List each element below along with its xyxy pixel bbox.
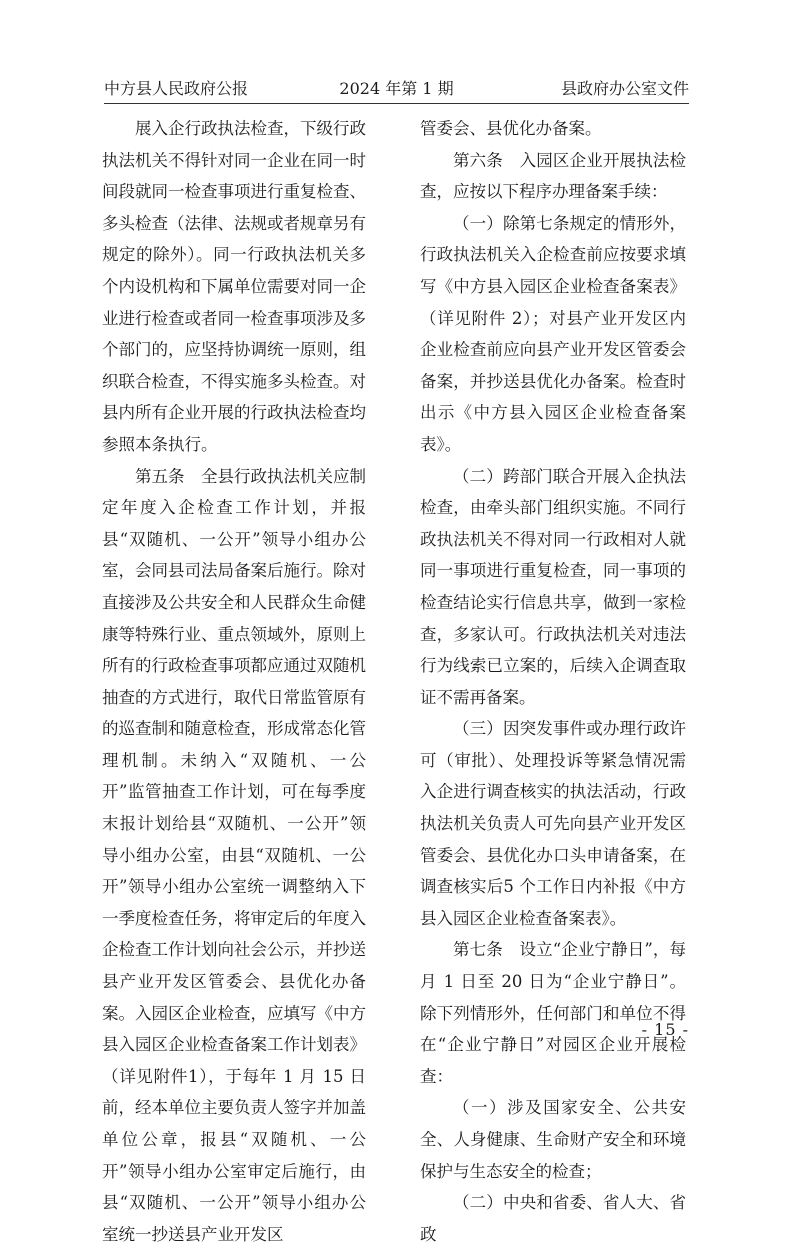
right-column <box>420 113 686 1250</box>
paragraph-text: 展入企行政执法检查，下级行政执法机关不得针对同一企业在同一时间段就同一检查事项进行重复检查、多头检查（法律、法规或者规章另有规定的除外）。同一行政执法机关多个内设机构和下属单位需要对同一企业进行检查或者同一检查事项涉及多个部门的，应坚持协调统一原则，组织联合检查，不得实施多头检查。对县内所有企业开展的行政执法检查均参照本条执行。 <box>102 119 366 454</box>
paragraph-text: 管委会、县优化办备案。 <box>420 119 602 138</box>
paragraph <box>420 461 686 714</box>
paragraph <box>102 113 366 461</box>
paragraph-text: （二）中央和省委、省人大、省政 <box>420 1193 686 1244</box>
paragraph <box>420 208 686 461</box>
paragraph-article-6 <box>420 145 686 208</box>
page-number: - 15 - <box>641 1020 689 1039</box>
paragraph <box>420 1187 686 1250</box>
header-issue: 2024 年第 1 期 <box>339 79 454 98</box>
article-number: 第五条 <box>135 466 185 486</box>
paragraph-text: （一）除第七条规定的情形外，行政执法机关入企检查前应按要求填写《中方县入园区企业检查备案表》（详见附件 2）；对县产业开发区内企业检查前应向县产业开发区管委会备案，并抄送县优化办备案。检查时出示《中方县入园区企业检查备案表》。 <box>420 213 686 454</box>
paragraph-text: 全县行政执法机关应制定年度入企检查工作计划，并报县“双随机、一公开”领导小组办公室，会同县司法局备案后施行。除对直接涉及公共安全和人民群众生命健康等特殊行业、重点领域外，原则上所有的行政检查事项都应通过双随机抽查的方式进行，取代日常监管原有的巡查制和随意检查，形成常态化管理机制。未纳入“双随机、一公开”监管抽查工作计划，可在每季度末报计划给县“双随机、一公开”领导小组办公室，由县“双随机、一公开”领导小组办公室统一调整纳入下一季度检查任务，将审定后的年度入企检查工作计划向社会公示，并抄送县产业开发区管委会、县优化办备案。入园区企业检查，应填写《中方县入园区企业检查备案工作计划表》（详见附件1），于每年 1 月 15 日前，经本单位主要负责人签字并加盖单位公章，报县“双随机、一公开”领导小组办公室审定后施行，由县“双随机、一公开”领导小组办公室统一抄送县产业开发区 <box>102 466 366 1244</box>
paragraph-text: （二）跨部门联合开展入企执法检查，由牵头部门组织实施。不同行政执法机关不得对同一行政相对人就同一事项进行重复检查，同一事项的检查结论实行信息共享，做到一家检查，多家认可。行政执法机关对违法行为线索已立案的，后续入企调查取证不需再备案。 <box>420 466 686 707</box>
header-section: 县政府办公室文件 <box>560 79 689 98</box>
paragraph-text: 入园区企业开展执法检查，应按以下程序办理备案手续： <box>420 150 687 202</box>
header-publication-title: 中方县人民政府公报 <box>104 79 249 98</box>
article-number: 第六条 <box>453 150 503 170</box>
paragraph-article-5 <box>102 461 366 1250</box>
paragraph <box>420 1092 686 1187</box>
paragraph-article-7 <box>420 934 686 1092</box>
paragraph-text: 设立“企业宁静日”，每月 1 日至 20 日为“企业宁静日”。除下列情形外，任何部门和单位不得在“企业宁静日”对园区企业开展检查： <box>420 940 687 1086</box>
left-column <box>102 113 366 1250</box>
paragraph-text: （三）因突发事件或办理行政许可（审批）、处理投诉等紧急情况需入企进行调查核实的执法活动，行政执法机关负责人可先向县产业开发区管委会、县优化办口头申请备案，在调查核实后5 个工作日内补报《中方县入园区企业检查备案表》。 <box>420 719 686 928</box>
page-header <box>104 78 689 100</box>
paragraph-text: （一）涉及国家安全、公共安全、人身健康、生命财产安全和环境保护与生态安全的检查； <box>420 1098 686 1181</box>
paragraph <box>420 713 686 934</box>
header-divider <box>104 103 689 104</box>
article-number: 第七条 <box>453 940 503 960</box>
paragraph <box>420 113 686 145</box>
